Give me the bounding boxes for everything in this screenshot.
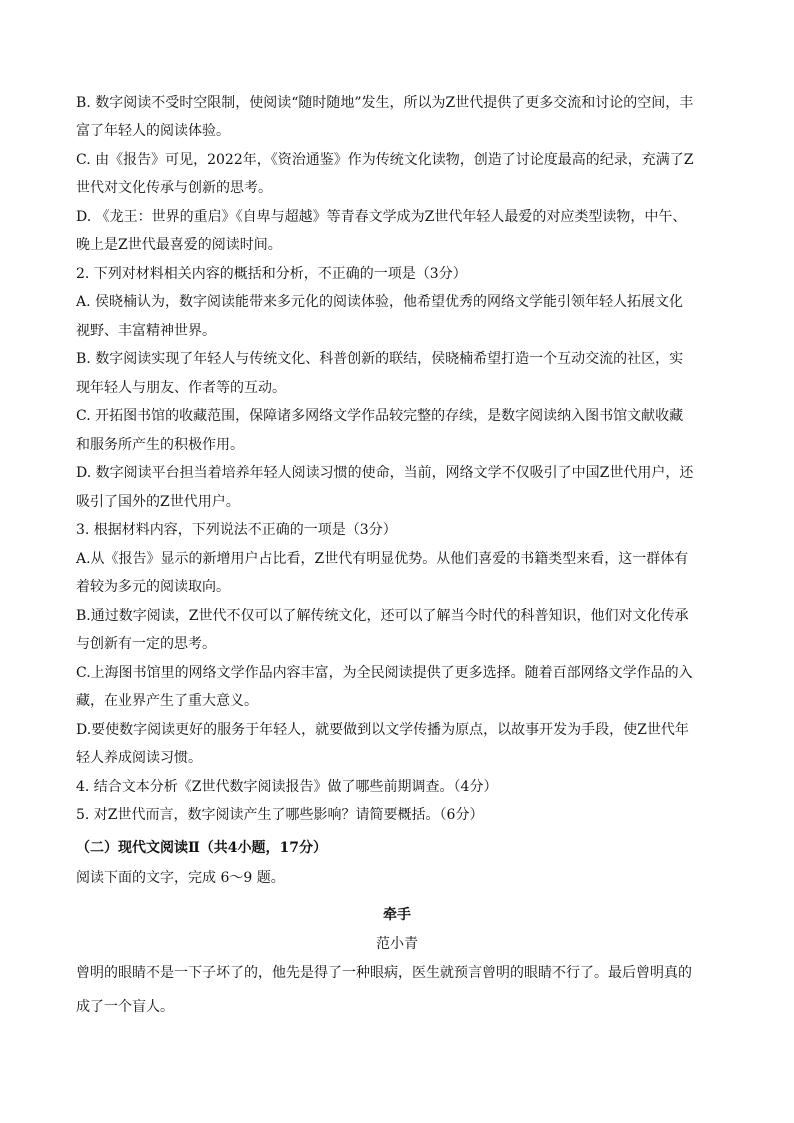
q2-option-b-line-1: B. 数字阅读实现了年轻人与传统文化、科普创新的联结，侯晓楠希望打造一个互动交流的社区，实 [76, 351, 684, 367]
q3-option-a-line-2: 着较为多元的阅读取向。 [76, 579, 230, 595]
q3-option-d-line-2: 轻人养成阅读习惯。 [76, 750, 202, 766]
story-title: 牵手 [383, 907, 411, 923]
q2-option-a-line-2: 视野、丰富精神世界。 [76, 323, 216, 339]
reading-instruction: 阅读下面的文字，完成 6～9 题。 [76, 870, 285, 886]
option-b-line-2: 富了年轻人的阅读体验。 [76, 123, 230, 139]
story-paragraph-line-1: 曾明的眼睛不是一下子坏了的，他先是得了一种眼病，医生就预言曾明的眼睛不行了。最后曾明真的 [76, 965, 692, 981]
option-d-line-2: 晚上是Z世代最喜爱的阅读时间。 [76, 237, 282, 253]
question-4: 4. 结合文本分析《Z世代数字阅读报告》做了哪些前期调查。（4分） [76, 779, 498, 795]
q2-option-c-line-2: 和服务所产生的积极作用。 [76, 437, 244, 453]
q2-option-a-line-1: A. 侯晓楠认为，数字阅读能带来多元化的阅读体验，他希望优秀的网络文学能引领年轻人拓展文化 [76, 294, 684, 310]
story-author: 范小青 [376, 936, 418, 952]
q3-option-b-line-2: 与创新有一定的思考。 [76, 636, 216, 652]
option-c-line-1: C. 由《报告》可见，2022年，《资治通鉴》作为传统文化读物，创造了讨论度最高的纪录，充满了Z [76, 152, 694, 168]
q2-option-b-line-2: 现年轻人与朋友、作者等的互动。 [76, 380, 286, 396]
q2-option-d-line-1: D. 数字阅读平台担当着培养年轻人阅读习惯的使命，当前，网络文学不仅吸引了中国Z世代用户，还 [76, 465, 694, 481]
q3-option-d-line-1: D.要使数字阅读更好的服务于年轻人，就要做到以文学传播为原点，以故事开发为手段，使Z世代年 [76, 722, 689, 738]
q3-option-b-line-1: B.通过数字阅读，Z世代不仅可以了解传统文化，还可以了解当今时代的科普知识，他们对文化传承 [76, 608, 689, 624]
question-5: 5. 对Z世代而言，数字阅读产生了哪些影响？请简要概括。（6分） [76, 807, 484, 823]
option-c-line-2: 世代对文化传承与创新的思考。 [76, 180, 272, 196]
option-d-line-1: D. 《龙王：世界的重启》《自卑与超越》等青春文学成为Z世代年轻人最爱的对应类型读物，中午、 [76, 209, 687, 225]
story-paragraph-line-2: 成了一个盲人。 [76, 999, 174, 1015]
q3-option-a-line-1: A.从《报告》显示的新增用户占比看，Z世代有明显优势。从他们喜爱的书籍类型来看，这一群体有 [76, 551, 689, 567]
q2-option-d-line-2: 吸引了国外的Z世代用户。 [76, 494, 240, 510]
q3-option-c-line-1: C.上海图书馆里的网络文学作品内容丰富，为全民阅读提供了更多选择。随着百部网络文学作品的入 [76, 665, 693, 681]
question-3: 3. 根据材料内容，下列说法不正确的一项是（3分） [76, 522, 397, 538]
q3-option-c-line-2: 藏，在业界产生了重大意义。 [76, 693, 258, 709]
option-b-line-1: B. 数字阅读不受时空限制，使阅读“随时随地”发生，所以为Z世代提供了更多交流和讨论的空间，丰 [76, 95, 694, 111]
q2-option-c-line-1: C. 开拓图书馆的收藏范围，保障诸多网络文学作品较完整的存续，是数字阅读纳入图书馆文献收藏 [76, 408, 684, 424]
question-2: 2. 下列对材料相关内容的概括和分析，不正确的一项是（3分） [76, 266, 467, 282]
section-heading: （二）现代文阅读Ⅱ（共4小题，17分） [76, 840, 328, 856]
